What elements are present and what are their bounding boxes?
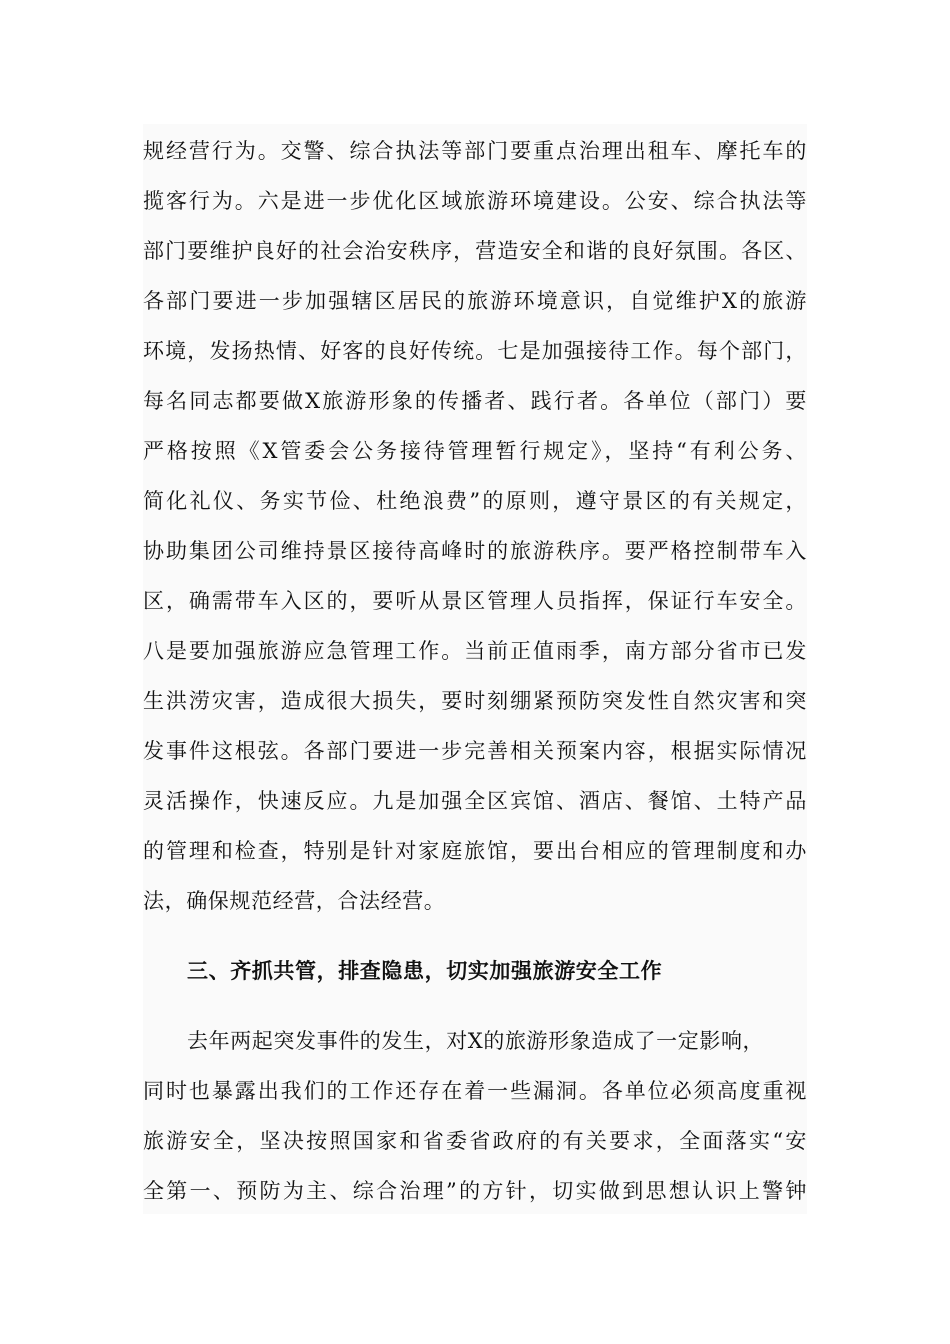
paragraph-first-line: 去年两起突发事件的发生，对X的旅游形象造成了一定影响， (187, 1029, 765, 1053)
paragraph-line: 简化礼仪、务实节俭、杜绝浪费”的原则，遵守景区的有关规定， (143, 489, 807, 513)
paragraph-line: 全第一、预防为主、综合治理”的方针，切实做到思想认识上警钟 (143, 1179, 807, 1203)
paragraph-line: 部门要维护良好的社会治安秩序，营造安全和谐的良好氛围。各区、 (143, 239, 807, 263)
paragraph-line: 八是要加强旅游应急管理工作。当前正值雨季，南方部分省市已发 (143, 639, 807, 663)
paragraph-line: 环境，发扬热情、好客的良好传统。七是加强接待工作。每个部门， (143, 339, 807, 363)
paragraph-line: 发事件这根弦。各部门要进一步完善相关预案内容，根据实际情况 (143, 739, 807, 763)
paragraph-line: 灵活操作，快速反应。九是加强全区宾馆、酒店、餐馆、土特产品 (143, 789, 807, 813)
paragraph-line: 生洪涝灾害，造成很大损失，要时刻绷紧预防突发性自然灾害和突 (143, 689, 807, 713)
paragraph-line: 严格按照《X管委会公务接待管理暂行规定》，坚持“有利公务、 (143, 439, 807, 463)
document-text-block (143, 124, 807, 1214)
paragraph-line: 旅游安全，坚决按照国家和省委省政府的有关要求，全面落实“安 (143, 1129, 807, 1153)
paragraph-line: 同时也暴露出我们的工作还存在着一些漏洞。各单位必须高度重视 (143, 1079, 807, 1103)
paragraph-line: 每名同志都要做X旅游形象的传播者、践行者。各单位（部门）要 (143, 389, 807, 413)
paragraph-line: 各部门要进一步加强辖区居民的旅游环境意识，自觉维护X的旅游 (143, 289, 807, 313)
paragraph-line: 协助集团公司维持景区接待高峰时的旅游秩序。要严格控制带车入 (143, 539, 807, 563)
paragraph-line: 规经营行为。交警、综合执法等部门要重点治理出租车、摩托车的 (143, 139, 807, 163)
paragraph-line: 区，确需带车入区的，要听从景区管理人员指挥，保证行车安全。 (143, 589, 807, 613)
paragraph-last-line: 法，确保规范经营，合法经营。 (143, 889, 446, 913)
paragraph-line: 揽客行为。六是进一步优化区域旅游环境建设。公安、综合执法等 (143, 189, 807, 213)
paragraph-line: 的管理和检查，特别是针对家庭旅馆，要出台相应的管理制度和办 (143, 839, 807, 863)
section-heading: 三、齐抓共管，排查隐患，切实加强旅游安全工作 (187, 958, 663, 983)
